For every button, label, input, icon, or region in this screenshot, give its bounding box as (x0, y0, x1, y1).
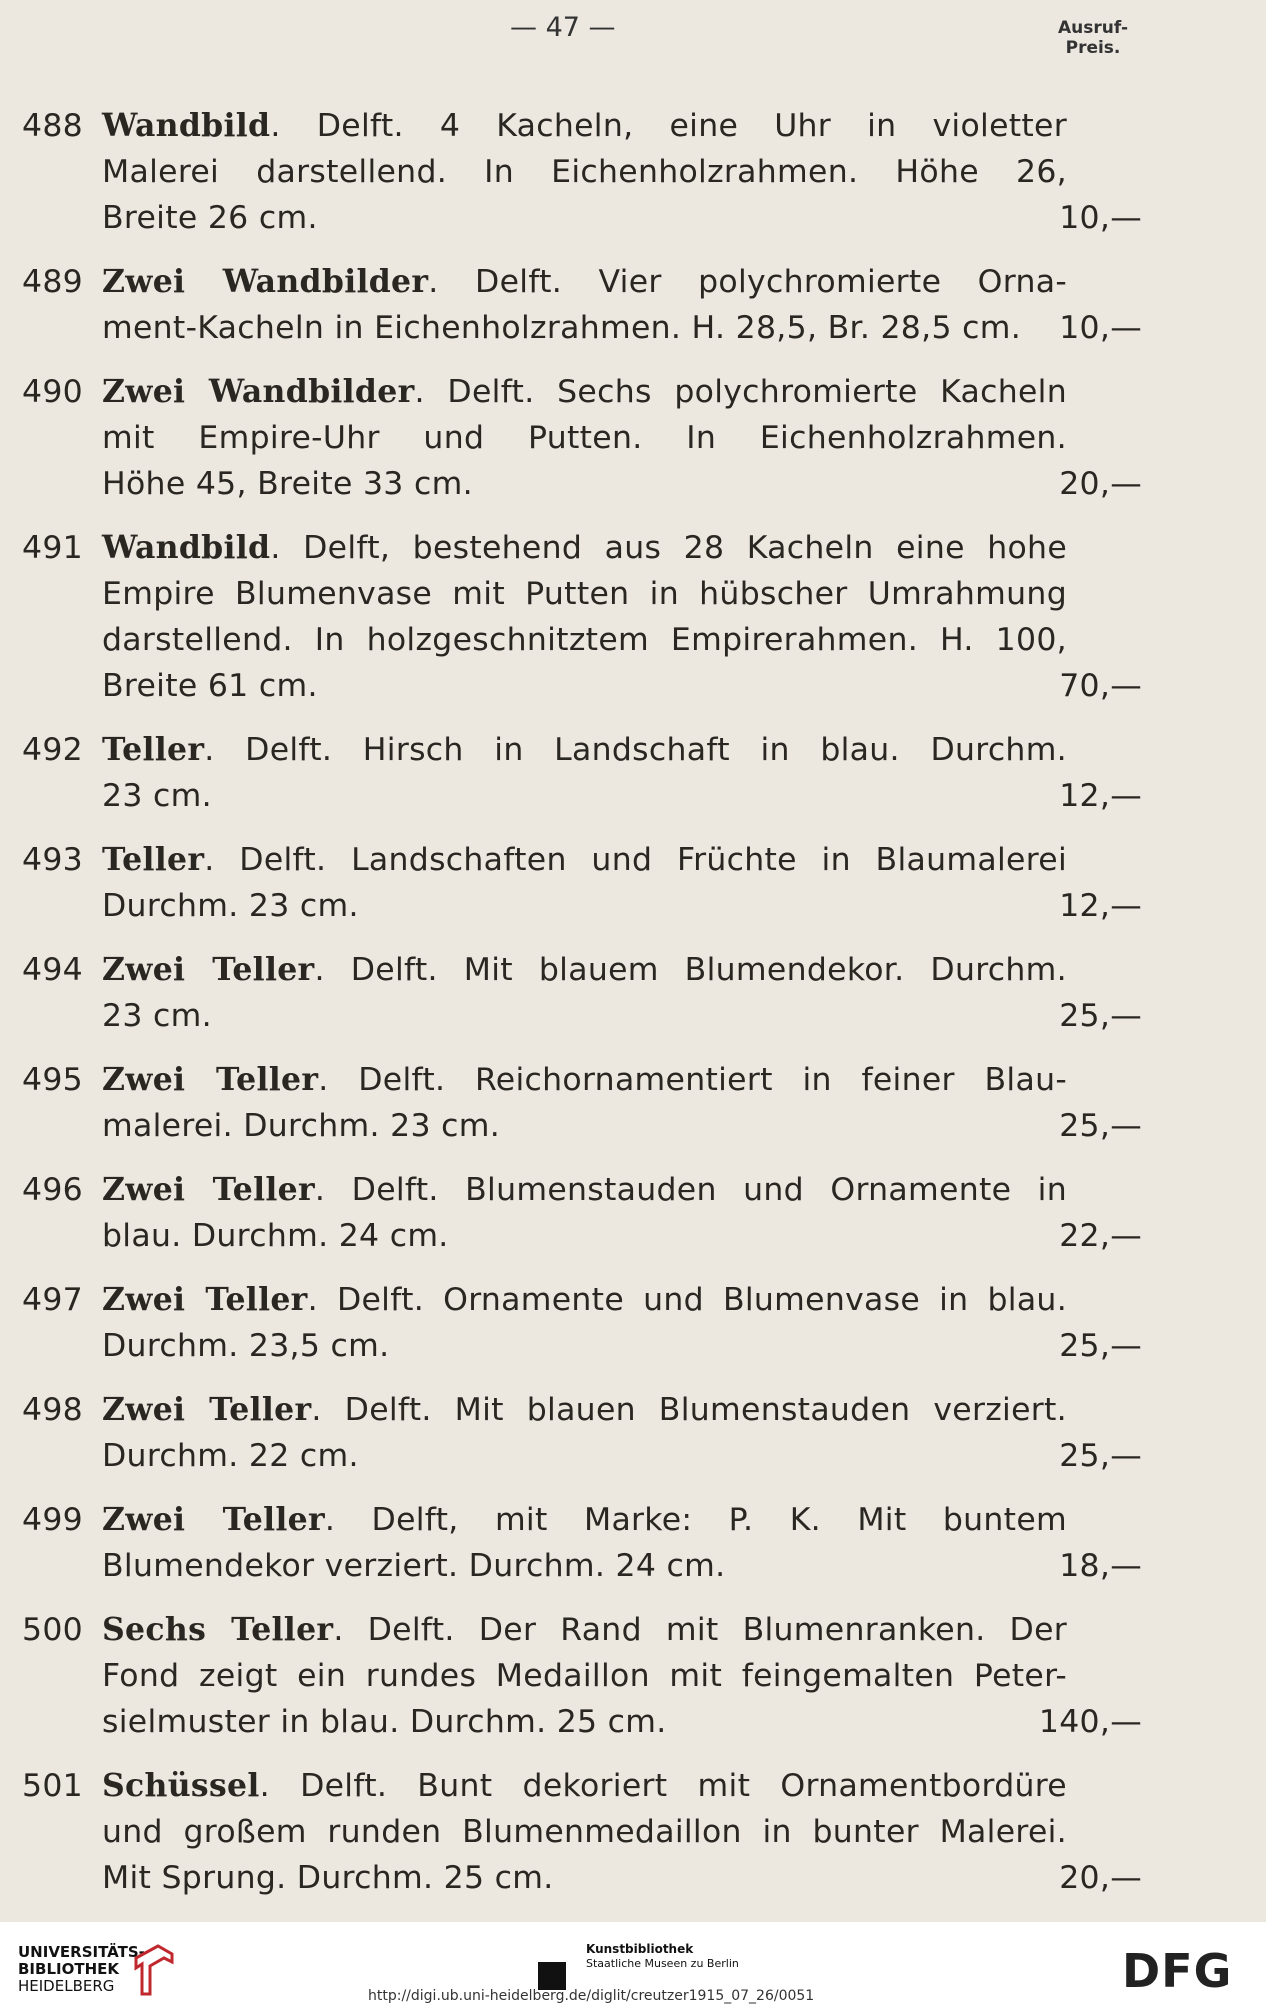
entry-line: Breite 61 cm. (102, 668, 318, 704)
entry-number: 496 (22, 1172, 84, 1208)
entry-price: 18,— (1059, 1548, 1142, 1584)
entry-line: Zwei Teller. Delft, mit Marke: P. K. Mit buntem (102, 1501, 1067, 1538)
entry-line: Schüssel. Delft. Bunt dekoriert mit Ornamentbordüre (102, 1767, 1067, 1804)
catalog-entry (22, 525, 1142, 709)
entry-line: 23 cm. (102, 998, 212, 1034)
price-heading-line1: Ausruf- (1058, 18, 1129, 38)
entry-line: Zwei Teller. Delft. Reichornamentiert in feiner Blau- (102, 1061, 1067, 1098)
entry-number: 500 (22, 1612, 84, 1648)
entry-line: Wandbild. Delft, bestehend aus 28 Kacheln eine hohe (102, 529, 1067, 566)
entry-title: Zwei Teller (102, 1391, 312, 1428)
entry-number: 499 (22, 1502, 84, 1538)
entry-title: Sechs Teller (102, 1611, 334, 1648)
entry-line: Höhe 45, Breite 33 cm. (102, 466, 473, 502)
ub-line3: HEIDELBERG (18, 1977, 115, 1995)
entry-description (102, 1167, 1067, 1259)
entry-price: 25,— (1059, 1108, 1142, 1144)
entry-number: 490 (22, 374, 84, 410)
entry-title: Teller (102, 841, 205, 878)
entry-line: Teller. Delft. Landschaften und Früchte in Blaumalerei (102, 841, 1067, 878)
catalog-entry (22, 1167, 1142, 1259)
entry-line: Zwei Teller. Delft. Blumenstauden und Ornamente in (102, 1171, 1067, 1208)
entry-description (102, 525, 1067, 709)
entry-line: Breite 26 cm. (102, 200, 318, 236)
entry-description (102, 1277, 1067, 1369)
entry-number: 498 (22, 1392, 84, 1428)
catalog-entry (22, 837, 1142, 929)
entry-description (102, 1607, 1067, 1745)
catalog-entry (22, 259, 1142, 351)
ub-line1: UNIVERSITÄTS- (18, 1943, 145, 1961)
entry-line: Empire Blumenvase mit Putten in hübscher Umrahmung (102, 576, 1067, 612)
entry-title: Zwei Teller (102, 1171, 315, 1208)
entry-title: Teller (102, 731, 205, 768)
price-heading-line2: Preis. (1065, 38, 1121, 58)
footer-bar (0, 1922, 1266, 2010)
entry-price: 25,— (1059, 1328, 1142, 1364)
catalog-entry (22, 369, 1142, 507)
entry-title: Zwei Teller (102, 951, 315, 988)
entry-line: Durchm. 23,5 cm. (102, 1328, 390, 1364)
kb-line1: Kunstbibliothek (586, 1942, 694, 1956)
entry-price: 22,— (1059, 1218, 1142, 1254)
entry-line: Wandbild. Delft. 4 Kacheln, eine Uhr in violetter (102, 107, 1067, 144)
catalog-entry (22, 1607, 1142, 1745)
catalog-entry (22, 103, 1142, 241)
entry-number: 489 (22, 264, 84, 300)
entry-title: Zwei Teller (102, 1501, 325, 1538)
entry-line: 23 cm. (102, 778, 212, 814)
entry-line: sielmuster in blau. Durchm. 25 cm. (102, 1704, 667, 1740)
entry-description (102, 369, 1067, 507)
entry-line: malerei. Durchm. 23 cm. (102, 1108, 501, 1144)
catalog-entry (22, 1277, 1142, 1369)
source-url[interactable]: http://digi.ub.uni-heidelberg.de/diglit/creutzer1915_07_26/0051 (368, 1988, 815, 2004)
entry-line: ment-Kacheln in Eichenholzrahmen. H. 28,5, Br. 28,5 cm. (102, 310, 1022, 346)
catalog-entry (22, 1763, 1142, 1901)
kunstbibliothek-logo (538, 1962, 566, 1990)
entry-description (102, 103, 1067, 241)
entry-description (102, 259, 1067, 351)
entry-line: Zwei Teller. Delft. Mit blauen Blumenstauden verziert. (102, 1391, 1067, 1428)
entry-line: darstellend. In holzgeschnitztem Empirerahmen. H. 100, (102, 622, 1067, 658)
entry-number: 495 (22, 1062, 84, 1098)
entry-title: Zwei Wandbilder (102, 263, 429, 300)
entry-title: Zwei Wandbilder (102, 373, 415, 410)
entry-line: blau. Durchm. 24 cm. (102, 1218, 449, 1254)
price-column-heading (1058, 18, 1128, 58)
entry-line: Blumendekor verziert. Durchm. 24 cm. (102, 1548, 726, 1584)
page-number: — 47 — (510, 12, 616, 43)
entry-number: 497 (22, 1282, 84, 1318)
entry-line: Mit Sprung. Durchm. 25 cm. (102, 1860, 554, 1896)
entry-title: Wandbild (102, 529, 271, 566)
entry-line: Fond zeigt ein rundes Medaillon mit feingemalten Peter- (102, 1658, 1067, 1694)
entry-description (102, 947, 1067, 1039)
entry-price: 10,— (1059, 200, 1142, 236)
entry-number: 488 (22, 108, 84, 144)
entry-number: 492 (22, 732, 84, 768)
entry-price: 10,— (1059, 310, 1142, 346)
entry-price: 12,— (1059, 778, 1142, 814)
entry-price: 70,— (1059, 668, 1142, 704)
ub-line2: BIBLIOTHEK (18, 1960, 119, 1978)
entry-line: Zwei Teller. Delft. Mit blauem Blumendekor. Durchm. (102, 951, 1067, 988)
catalog-entries (22, 103, 1142, 1919)
entry-description (102, 1763, 1067, 1901)
entry-title: Zwei Teller (102, 1061, 319, 1098)
entry-description (102, 727, 1067, 819)
kunstbibliothek-label (586, 1942, 739, 1971)
entry-line: Zwei Teller. Delft. Ornamente und Blumenvase in blau. (102, 1281, 1068, 1318)
catalog-entry (22, 947, 1142, 1039)
entry-line: mit Empire-Uhr und Putten. In Eichenholzrahmen. (102, 420, 1067, 456)
catalog-entry (22, 727, 1142, 819)
dfg-logo: DFG (1122, 1944, 1233, 1998)
entry-number: 494 (22, 952, 84, 988)
entry-number: 501 (22, 1768, 84, 1804)
entry-title: Zwei Teller (102, 1281, 308, 1318)
kb-line2: Staatliche Museen zu Berlin (586, 1957, 739, 1970)
entry-price: 12,— (1059, 888, 1142, 924)
entry-price: 20,— (1059, 1860, 1142, 1896)
entry-price: 25,— (1059, 998, 1142, 1034)
entry-price: 140,— (1038, 1704, 1142, 1740)
entry-price: 20,— (1059, 466, 1142, 502)
entry-line: Zwei Wandbilder. Delft. Vier polychromierte Orna- (102, 263, 1067, 300)
ub-heidelberg-logo (128, 1944, 174, 1996)
entry-title: Schüssel (102, 1767, 260, 1804)
entry-description (102, 837, 1067, 929)
catalog-entry (22, 1387, 1142, 1479)
entry-line: Sechs Teller. Delft. Der Rand mit Blumenranken. Der (102, 1611, 1068, 1648)
entry-number: 493 (22, 842, 84, 878)
entry-line: Malerei darstellend. In Eichenholzrahmen. Höhe 26, (102, 154, 1067, 190)
entry-description (102, 1497, 1067, 1589)
entry-title: Wandbild (102, 107, 271, 144)
entry-line: Durchm. 23 cm. (102, 888, 359, 924)
entry-line: Teller. Delft. Hirsch in Landschaft in blau. Durchm. (102, 731, 1067, 768)
ub-heidelberg-label (18, 1944, 145, 1995)
entry-price: 25,— (1059, 1438, 1142, 1474)
entry-line: und großem runden Blumenmedaillon in bunter Malerei. (102, 1814, 1067, 1850)
entry-line: Durchm. 22 cm. (102, 1438, 359, 1474)
entry-line: Zwei Wandbilder. Delft. Sechs polychromierte Kacheln (102, 373, 1068, 410)
entry-description (102, 1387, 1067, 1479)
catalog-entry (22, 1497, 1142, 1589)
entry-description (102, 1057, 1067, 1149)
entry-number: 491 (22, 530, 84, 566)
catalog-entry (22, 1057, 1142, 1149)
